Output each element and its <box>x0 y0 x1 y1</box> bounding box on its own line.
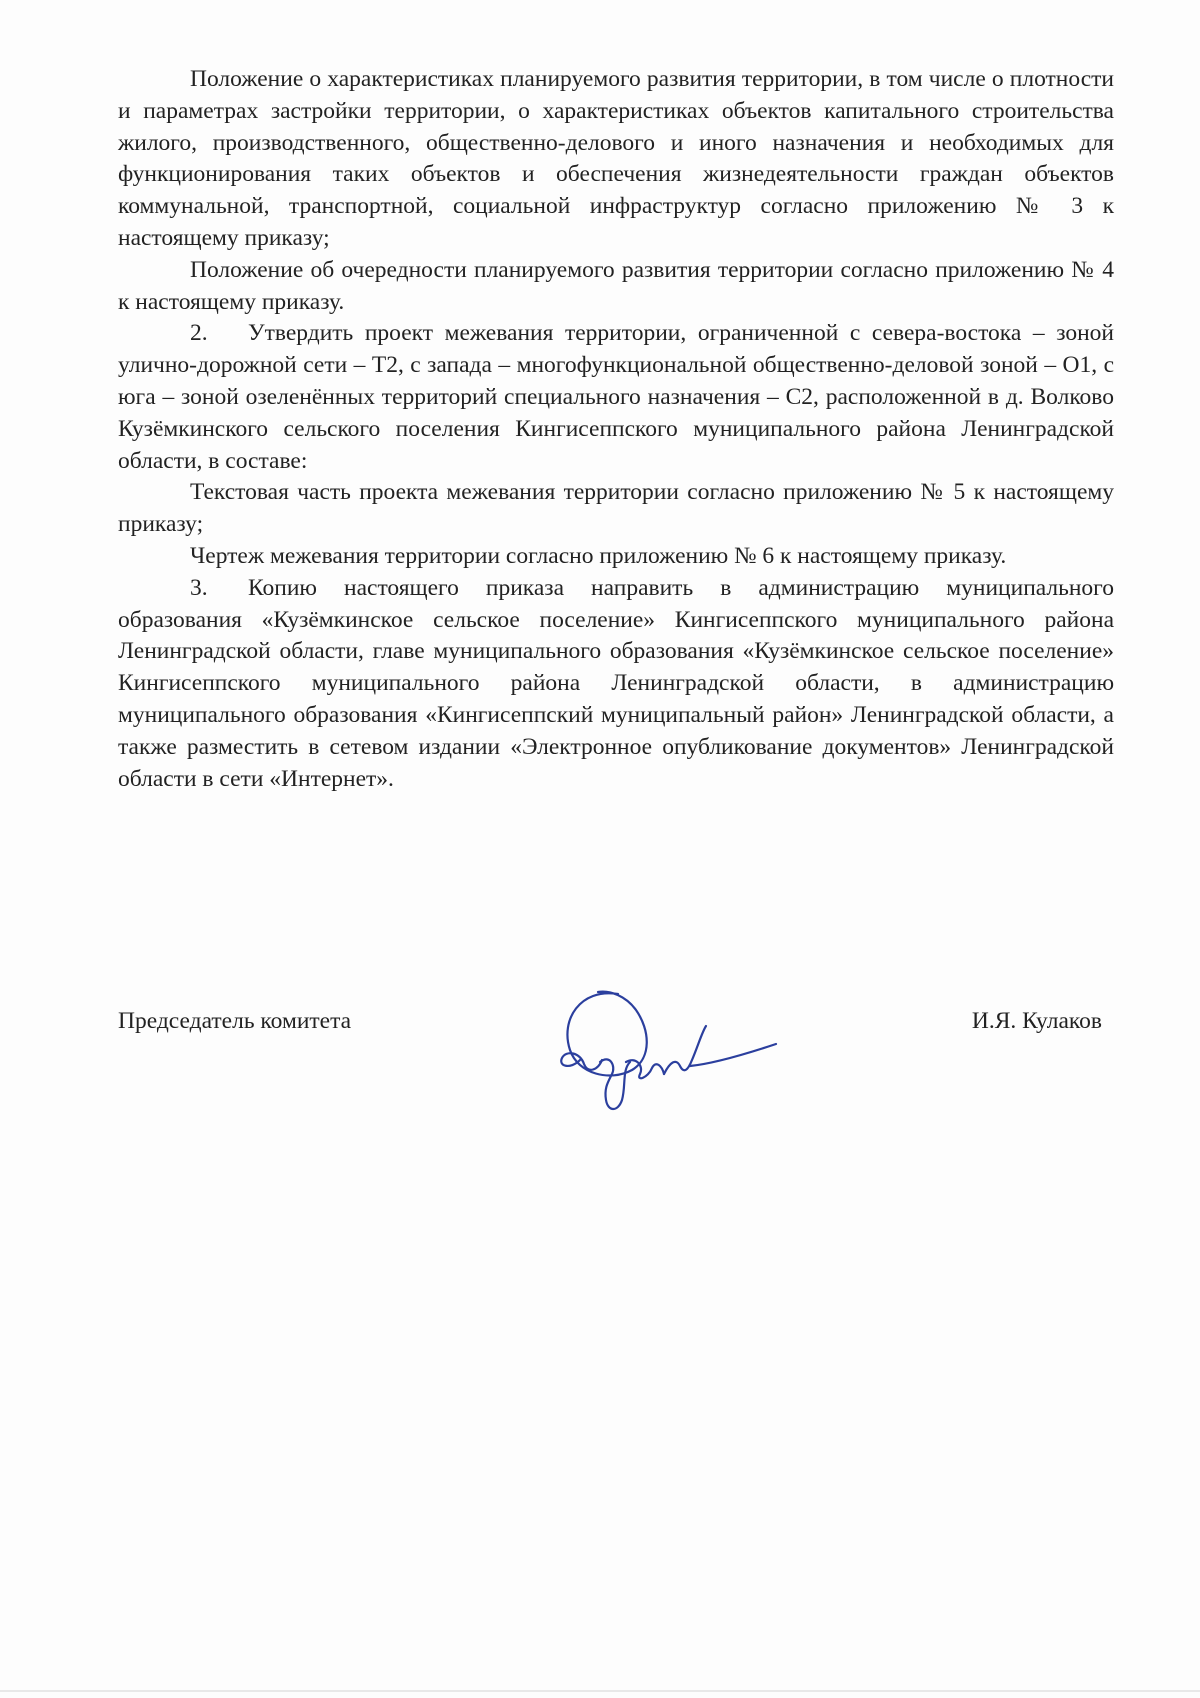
paragraph-text-part: Текстовая часть проекта межевания территории согласно приложению № 5 к настоящему приказу; <box>118 479 1114 538</box>
item-2-text: Утвердить проект межевания территории, ограниченной с северa-востока – зоной улично-дорожной сети – Т2, с запада – многофункциональной общественно-деловой зоной – О1, с юга – зоной озеленённых территорий специального назначения – С2, расположенной в д. Волково Кузёмкинского сельского поселения Кингисеппского муниципального района Ленинградской области, в составе: <box>118 320 1114 474</box>
paragraph-drawing: Чертеж межевания территории согласно приложению № 6 к настоящему приказу. <box>190 542 1007 569</box>
item-3-number: 3. <box>190 574 208 601</box>
signer-title: Председатель комитета <box>118 1008 352 1034</box>
signer-name: И.Я. Кулаков <box>971 1008 1102 1034</box>
page-bottom-edge <box>0 1690 1200 1692</box>
paragraph-item-3 <box>118 573 1114 796</box>
document-body <box>118 64 1114 795</box>
paragraph-regulation-sequence: Положение об очередности планируемого развития территории согласно приложению № 4 к настоящему приказу. <box>118 256 1114 315</box>
item-2-number: 2. <box>190 320 208 347</box>
handwritten-signature <box>540 970 800 1120</box>
paragraph-item-2 <box>118 318 1114 477</box>
item-3-text: Копию настоящего приказа направить в администрацию муниципального образования «Кузёмкинское сельское поселение» Кингисеппского муниципального района Ленинградской области, главе муниципального образования «Кузёмкинское сельское поселение» Кингисеппского муниципального района Ленинградской области, в администрацию муниципального образования «Кингисеппский муниципальный район» Ленинградской области, а также разместить в сетевом издании «Электронное опубликование документов» Ленинградской области в сети «Интернет». <box>118 574 1114 792</box>
paragraph-regulation-characteristics: Положение о характеристиках планируемого развития территории, в том числе о плотности и параметрах застройки территории, о характеристиках объектов капитального строительства жилого, производственного, общественно-делового и иного назначения и необходимых для функционирования таких объектов и обеспечения жизнедеятельности граждан объектов коммунальной, транспортной, социальной инфраструктур согласно приложению № 3 к настоящему приказу; <box>118 66 1114 251</box>
